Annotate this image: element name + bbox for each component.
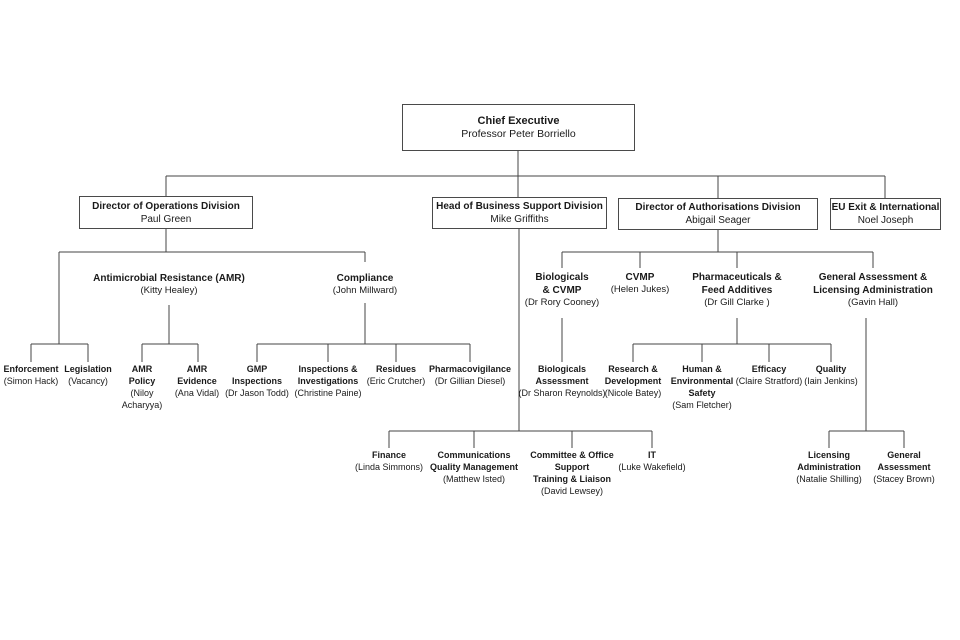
- org-node-residues: [367, 364, 426, 388]
- org-node-gmp-inspections: [225, 364, 289, 400]
- org-node-business-support-division: [432, 197, 607, 229]
- org-node-research-development: [601, 364, 665, 400]
- node-title: AMR Policy: [128, 364, 156, 386]
- node-name: Professor Peter Borriello: [461, 127, 576, 140]
- org-node-efficacy: [736, 364, 803, 388]
- node-name: Paul Green: [140, 213, 192, 225]
- node-title: AMR Evidence: [177, 364, 217, 386]
- node-title: Communications Quality Management: [429, 450, 519, 472]
- node-title-line: Support: [554, 461, 590, 472]
- node-title: GMP Inspections: [231, 364, 282, 386]
- node-title: Chief Executive: [477, 114, 560, 127]
- org-node-licensing-administration: [789, 450, 869, 486]
- node-name: (Helen Jukes): [610, 284, 670, 296]
- node-title: Quality: [815, 364, 847, 374]
- node-name: (John Millward): [332, 285, 398, 297]
- node-title: Biologicals Assessment: [535, 364, 589, 386]
- node-title: Residues: [375, 364, 417, 374]
- org-node-general-assessment-licensing: [802, 271, 944, 310]
- node-title: Antimicrobial Resistance (AMR): [93, 273, 245, 284]
- node-title: Research & Development: [604, 364, 662, 386]
- node-name: (Christine Paine): [294, 387, 362, 398]
- org-node-human-environmental-safety: [663, 364, 741, 412]
- org-node-it: [618, 450, 685, 474]
- node-name: (Natalie Shilling): [796, 473, 862, 484]
- org-node-pharmacovigilance: [429, 364, 511, 388]
- org-node-biologicals-assessment: [518, 364, 605, 400]
- node-title: Head of Business Support Division: [436, 201, 603, 212]
- org-node-biologicals-cvmp: [525, 271, 599, 310]
- node-title: Compliance: [336, 273, 394, 284]
- node-name: (Gavin Hall): [847, 297, 899, 309]
- node-name: (Iain Jenkins): [804, 375, 858, 386]
- node-title: IT: [647, 450, 656, 460]
- node-title: Licensing Administration: [797, 450, 861, 472]
- node-title: Efficacy: [751, 364, 787, 374]
- node-name: (David Lewsey): [540, 485, 604, 496]
- node-title: Human & Environmental Safety: [670, 364, 734, 398]
- node-name: (Niloy Acharyya): [121, 387, 163, 410]
- node-name: (Ana Vidal): [174, 387, 220, 398]
- node-title-line: Training & Liaison: [532, 473, 612, 484]
- org-node-committee-office-support: [530, 450, 614, 498]
- node-title: EU Exit & International: [831, 202, 940, 213]
- node-name: (Luke Wakefield): [618, 461, 686, 472]
- node-title: CVMP: [625, 272, 655, 283]
- org-node-inspections-investigations: [292, 364, 364, 400]
- org-node-quality: [804, 364, 858, 388]
- node-title: Director of Authorisations Division: [635, 202, 801, 213]
- org-node-amr: [93, 272, 245, 298]
- node-name: Noel Joseph: [857, 215, 914, 226]
- org-node-general-assessment: [870, 450, 938, 486]
- node-name: (Dr Gillian Diesel): [434, 375, 506, 386]
- node-title: Enforcement: [3, 364, 59, 374]
- node-title: Legislation: [64, 364, 112, 374]
- node-name: (Linda Simmons): [354, 461, 424, 472]
- node-name: (Matthew Isted): [442, 473, 506, 484]
- org-node-eu-exit-international: [830, 198, 941, 230]
- node-name: Abigail Seager: [685, 215, 751, 226]
- org-node-finance: [355, 450, 423, 474]
- node-name: (Nicole Batey): [604, 387, 662, 398]
- node-title: Director of Operations Division: [92, 200, 240, 212]
- org-node-authorisations-division: [618, 198, 818, 230]
- node-name: (Dr Sharon Reynolds): [518, 387, 606, 398]
- node-name: (Simon Hack): [3, 375, 59, 386]
- org-node-chief-executive: [402, 104, 635, 151]
- org-node-pharmaceuticals-feed-additives: [690, 271, 784, 310]
- org-node-enforcement: [3, 364, 58, 388]
- node-name: (Kitty Healey): [140, 285, 198, 297]
- node-name: (Dr Rory Cooney): [524, 297, 600, 309]
- node-name: (Sam Fletcher): [672, 399, 732, 410]
- org-node-communications-quality-management: [426, 450, 522, 486]
- org-node-compliance: [333, 272, 397, 298]
- node-name: (Dr Jason Todd): [225, 387, 289, 398]
- node-name: Mike Griffiths: [490, 214, 549, 225]
- node-title: Biologicals & CVMP: [535, 272, 589, 297]
- node-name: (Eric Crutcher): [366, 375, 426, 386]
- org-node-amr-evidence: [173, 364, 221, 400]
- node-title: Finance: [371, 450, 406, 460]
- node-name: (Vacancy): [68, 375, 108, 386]
- node-name: (Dr Gill Clarke ): [704, 297, 770, 309]
- org-node-cvmp: [611, 271, 670, 297]
- node-title: General Assessment & Licensing Administration: [813, 272, 933, 297]
- org-node-amr-policy: [117, 364, 167, 412]
- node-title: Inspections & Investigations: [297, 364, 359, 386]
- org-node-legislation: [64, 364, 112, 388]
- node-title: Pharmaceuticals & Feed Additives: [692, 272, 782, 297]
- org-node-operations-division: [79, 196, 253, 229]
- node-title-line: Committee & Office: [530, 450, 614, 460]
- node-name: (Stacey Brown): [873, 473, 935, 484]
- node-title: General Assessment: [877, 450, 931, 472]
- node-title: Pharmacovigilance: [428, 364, 512, 374]
- node-name: (Claire Stratford): [735, 375, 803, 386]
